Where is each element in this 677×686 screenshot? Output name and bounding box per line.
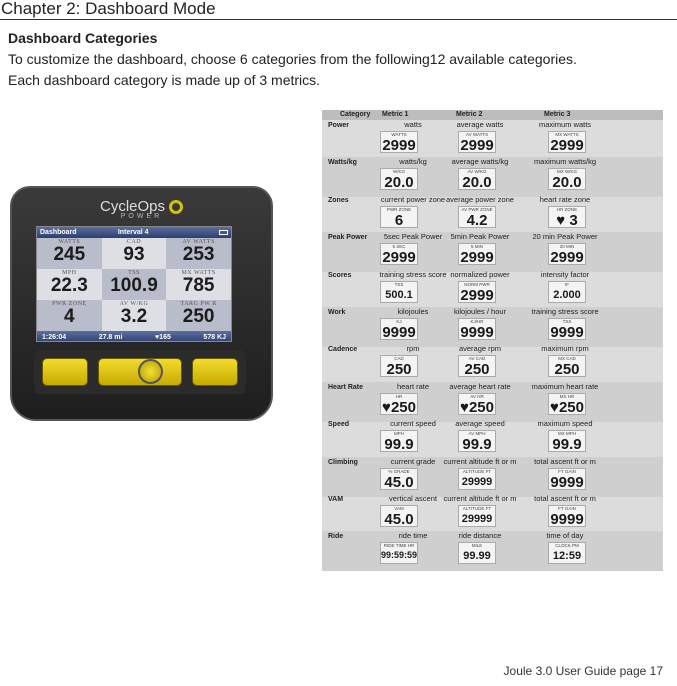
table-row	[322, 457, 663, 497]
display-label: MX W/KG	[557, 169, 577, 175]
metric-display	[380, 468, 418, 490]
display-value: 9999	[550, 473, 584, 491]
metric-label: AV WATTS	[182, 239, 215, 245]
metric-display	[548, 318, 586, 340]
metric-name-cell	[520, 195, 610, 204]
intro-line: To customize the dashboard, choose 6 categories from the following12 available categories.	[8, 51, 577, 67]
metric-name: ride time	[398, 531, 428, 541]
display-value: 9999	[550, 324, 584, 341]
display-label: % GRADE	[388, 468, 410, 474]
metric-name-cell	[520, 494, 610, 503]
metric-name-cell	[435, 120, 525, 129]
table-header	[322, 110, 663, 120]
display-label: RIDE TIME HR	[383, 543, 415, 549]
metric-display	[380, 281, 418, 303]
device-metric-cell	[102, 238, 167, 269]
metric-name-cell	[520, 157, 610, 166]
display-value: 20.0	[384, 174, 414, 192]
metric-display	[458, 318, 496, 340]
chapter-title: Chapter 2: Dashboard Mode	[0, 0, 677, 20]
metric-display	[548, 505, 586, 527]
heart-rate: ♥165	[155, 333, 171, 341]
display-label: AV W/KG	[467, 169, 487, 175]
table-row	[322, 195, 663, 235]
display-label: FT GAIN	[558, 506, 576, 511]
display-value: 9999	[460, 324, 494, 341]
metric-name: maximum speed	[537, 419, 593, 429]
display-label: TSS	[562, 319, 572, 324]
display-label: NORM PWR	[464, 281, 490, 287]
metric-display	[380, 355, 418, 377]
metric-name: average watts/kg	[451, 157, 509, 167]
metric-name-cell	[435, 382, 525, 391]
metric-name: total ascent ft or m	[534, 494, 596, 503]
category-name: Speed	[328, 421, 350, 429]
metric-name-cell	[435, 531, 525, 540]
display-value: 20.0	[462, 174, 492, 192]
display-label: VAM	[394, 506, 404, 511]
display-label: AV CAD	[468, 356, 486, 362]
category-name: Work	[328, 309, 346, 316]
brand-sub: POWER	[120, 213, 163, 220]
metric-label: AV W/KG	[119, 301, 149, 307]
header-metric-3: Metric 3	[544, 111, 571, 118]
metric-label: PWR ZONE	[52, 301, 87, 307]
display-label: HR ZONE	[556, 206, 578, 212]
category-name: Cadence	[328, 346, 358, 354]
metric-label: MX WATTS	[181, 270, 216, 276]
display-value: 6	[394, 211, 404, 229]
metric-label: WATTS	[58, 239, 81, 245]
metric-name: maximum rpm	[541, 344, 589, 354]
metric-name-cell	[520, 457, 610, 466]
metric-display	[458, 430, 496, 452]
display-label: ALTITUDE FT	[462, 468, 492, 474]
page-footer: Joule 3.0 User Guide page 17	[503, 664, 663, 678]
ride-time: 1:26:04	[42, 333, 67, 341]
metric-name-cell	[520, 307, 610, 316]
device-metric-cell	[166, 238, 231, 269]
metric-value: 3.2	[120, 306, 148, 327]
metric-name: watts	[404, 120, 422, 129]
display-value: 99.99	[463, 550, 491, 563]
metric-name: intensity factor	[540, 269, 590, 279]
metric-name-cell	[435, 307, 525, 316]
metric-display	[548, 430, 586, 452]
metric-name-cell	[435, 195, 525, 204]
metric-display	[548, 355, 586, 377]
display-value: 2999	[382, 249, 416, 267]
display-value: ♥250	[382, 398, 416, 416]
intro-text	[8, 49, 577, 91]
display-label: AV PWR ZONE	[461, 206, 493, 212]
metric-display	[458, 281, 496, 303]
metric-display	[380, 430, 418, 452]
metric-name-cell	[520, 382, 610, 391]
metric-display	[380, 206, 418, 228]
metric-display	[380, 318, 418, 340]
metric-label: TSS	[128, 270, 140, 276]
metric-display	[380, 542, 418, 564]
table-row	[322, 419, 663, 459]
display-label: ALTITUDE FT	[462, 506, 492, 511]
metric-name-cell	[520, 531, 610, 540]
metric-grid	[37, 238, 231, 331]
metric-name: watts/kg	[399, 157, 427, 167]
screen-header	[37, 227, 231, 238]
category-name: Watts/kg	[328, 159, 357, 167]
display-label: AV HR	[470, 393, 484, 399]
device-metric-cell	[37, 269, 102, 300]
display-value: 29999	[461, 513, 493, 525]
display-value: 2999	[382, 137, 416, 154]
intro-line: Each dashboard category is made up of 3 metrics.	[8, 72, 321, 88]
display-value: 500.1	[385, 288, 413, 301]
display-value: 9999	[550, 511, 584, 528]
table-row	[322, 307, 663, 347]
metric-name: training stress score	[531, 307, 599, 316]
header-metric-2: Metric 2	[456, 111, 483, 118]
metric-name-cell	[435, 157, 525, 166]
display-label: TSS	[394, 281, 404, 287]
category-name: Zones	[328, 196, 349, 204]
brand-logo	[12, 198, 271, 220]
metric-display	[548, 168, 586, 190]
metric-label: CAD	[126, 239, 142, 245]
metric-display	[458, 505, 496, 527]
display-label: 20 MIN	[559, 244, 575, 250]
display-label: MX WATTS	[555, 132, 579, 137]
metric-name: heart rate	[396, 381, 430, 391]
metric-display	[380, 243, 418, 265]
display-label: MILE	[471, 543, 483, 549]
metric-name: normalized power	[450, 269, 510, 279]
display-value: ♥ 3	[556, 211, 578, 229]
metric-display	[548, 206, 586, 228]
metric-display	[548, 281, 586, 303]
display-label: 5 SEC	[392, 244, 406, 250]
metric-name-cell	[520, 120, 610, 129]
metric-value: 785	[182, 275, 215, 296]
table-row	[322, 494, 663, 534]
metric-display	[548, 542, 586, 564]
metric-value: 22.3	[50, 275, 88, 296]
table-row	[322, 232, 663, 272]
display-value: 2.000	[553, 288, 581, 301]
metric-value: 93	[123, 244, 145, 265]
metric-name: rpm	[406, 344, 420, 354]
metric-label: MPH	[62, 270, 77, 276]
metric-display	[458, 355, 496, 377]
metric-display	[458, 168, 496, 190]
metric-name: current grade	[390, 456, 436, 466]
metric-name: 5sec Peak Power	[383, 232, 443, 242]
battery-icon	[219, 230, 228, 235]
section-title: Dashboard Categories	[8, 30, 158, 46]
metric-name: total ascent ft or m	[534, 456, 596, 466]
display-label: CLOCK PM	[555, 543, 579, 549]
brand-name: CycleOps	[99, 198, 166, 215]
metric-name: 5min Peak Power	[450, 232, 510, 242]
category-name: Scores	[328, 271, 352, 279]
screen-footer	[37, 331, 231, 342]
metric-value: 100.9	[110, 275, 158, 296]
metric-display	[458, 393, 496, 415]
display-label: MPH	[394, 431, 404, 437]
metric-display	[548, 393, 586, 415]
metric-display	[458, 206, 496, 228]
metric-display	[380, 168, 418, 190]
metric-display	[458, 542, 496, 564]
table-row	[322, 270, 663, 310]
category-name: Peak Power	[328, 234, 368, 242]
display-label: MX CAD	[558, 356, 576, 362]
metric-name-cell	[520, 419, 610, 428]
display-value: 99:59:59	[381, 550, 418, 561]
metric-name: current speed	[390, 419, 436, 429]
display-label: HR	[395, 393, 403, 399]
display-value: ♥250	[460, 398, 494, 416]
display-value: 2999	[550, 137, 584, 154]
metric-value: 250	[182, 306, 215, 327]
right-button[interactable]	[192, 358, 238, 386]
table-row	[322, 157, 663, 197]
left-button[interactable]	[42, 358, 88, 386]
display-value: 29999	[461, 475, 493, 488]
display-value: 99.9	[462, 436, 492, 454]
display-value: 12:59	[552, 550, 582, 563]
metric-display	[380, 505, 418, 527]
table-row	[322, 531, 663, 571]
metric-value: 253	[182, 244, 215, 265]
screen-interval: Interval 4	[117, 229, 149, 236]
display-value: 2999	[550, 249, 584, 267]
display-value: ♥250	[550, 398, 584, 416]
display-value: 250	[554, 361, 580, 379]
display-value: 99.9	[552, 436, 582, 454]
screen-mode: Dashboard	[40, 229, 77, 236]
metric-name: heart rate zone	[539, 194, 591, 204]
display-label: MX HR	[559, 393, 575, 399]
table-row	[322, 382, 663, 422]
category-name: Power	[328, 122, 350, 129]
display-label: CAD	[394, 356, 404, 362]
display-label: PWR ZONE	[386, 206, 412, 212]
display-label: AV WATTS	[465, 132, 489, 137]
metric-name: 20 min Peak Power	[532, 232, 598, 242]
metric-display	[380, 131, 418, 153]
metric-name: kilojoules / hour	[453, 307, 507, 316]
metric-value: 4	[64, 306, 75, 327]
display-value: 250	[464, 361, 490, 379]
device-metric-cell	[37, 238, 102, 269]
device-illustration	[10, 186, 273, 421]
metric-name: maximum watts/kg	[533, 157, 597, 167]
device-metric-cell	[102, 269, 167, 300]
display-label: AV MPH	[468, 431, 486, 437]
metric-name-cell	[435, 270, 525, 279]
metric-name-cell	[435, 419, 525, 428]
kilojoules: 578 KJ	[203, 333, 226, 341]
metric-name: current altitude ft or m	[443, 456, 517, 466]
display-label: MX MPH	[558, 431, 576, 437]
device-metric-cell	[102, 300, 167, 331]
display-value: 20.0	[552, 174, 582, 192]
metric-display	[458, 131, 496, 153]
display-value: 2999	[460, 249, 494, 267]
category-name: VAM	[328, 496, 344, 503]
metric-name-cell	[435, 344, 525, 353]
button-bar	[34, 350, 246, 394]
metric-value: 245	[53, 244, 86, 265]
display-label: IF	[565, 281, 569, 287]
display-label: KJ	[396, 319, 402, 324]
metric-label: TARG PW R	[180, 301, 217, 307]
device-metric-cell	[37, 300, 102, 331]
power-ring-icon	[169, 200, 183, 214]
metric-name: current altitude ft or m	[443, 494, 517, 503]
category-name: Climbing	[328, 458, 358, 466]
category-name: Ride	[328, 533, 344, 541]
header-category: Category	[340, 111, 371, 118]
metric-name-cell	[520, 344, 610, 353]
metric-display	[548, 468, 586, 490]
display-value: 99.9	[384, 436, 414, 454]
display-value: 9999	[382, 324, 416, 341]
metric-name: maximum heart rate	[531, 381, 599, 391]
metric-display	[548, 131, 586, 153]
metric-name: current power zone	[380, 194, 446, 204]
metric-name: maximum watts	[538, 120, 592, 129]
metric-display	[380, 393, 418, 415]
display-label: WATTS	[391, 132, 407, 137]
device-metric-cell	[166, 269, 231, 300]
display-value: 250	[386, 361, 412, 379]
display-label: W/KG	[393, 169, 405, 175]
metric-name-cell	[520, 270, 610, 279]
header-metric-1: Metric 1	[382, 111, 409, 118]
metric-name: ride distance	[458, 531, 502, 541]
table-row	[322, 344, 663, 384]
category-table	[322, 110, 663, 569]
metric-name-cell	[520, 232, 610, 241]
metric-name: training stress score	[379, 269, 447, 279]
metric-name: time of day	[546, 531, 584, 541]
display-value: 2999	[460, 286, 494, 304]
ride-distance: 27.8 mi	[98, 333, 123, 341]
device-metric-cell	[166, 300, 231, 331]
metric-display	[548, 243, 586, 265]
metric-name: kilojoules	[397, 307, 429, 316]
metric-display	[458, 243, 496, 265]
metric-name: average speed	[455, 419, 505, 429]
metric-name: average power zone	[446, 194, 514, 204]
display-label: KJ/HR	[470, 319, 484, 324]
display-value: 45.0	[384, 473, 414, 491]
metric-name-cell	[435, 457, 525, 466]
metric-name: average watts	[456, 120, 504, 129]
metric-name: average heart rate	[449, 381, 511, 391]
table-row	[322, 120, 663, 160]
device-screen	[36, 226, 232, 342]
display-value: 4.2	[466, 211, 488, 229]
metric-name-cell	[435, 494, 525, 503]
metric-display	[458, 468, 496, 490]
display-value: 2999	[460, 137, 494, 154]
display-label: 5 MIN	[470, 244, 483, 250]
category-name: Heart Rate	[328, 383, 364, 391]
display-value: 45.0	[384, 511, 414, 528]
metric-name-cell	[435, 232, 525, 241]
metric-name: vertical ascent	[389, 494, 437, 503]
metric-name: average rpm	[458, 344, 502, 354]
display-label: FT GAIN	[558, 468, 576, 474]
center-knob[interactable]	[138, 359, 163, 384]
